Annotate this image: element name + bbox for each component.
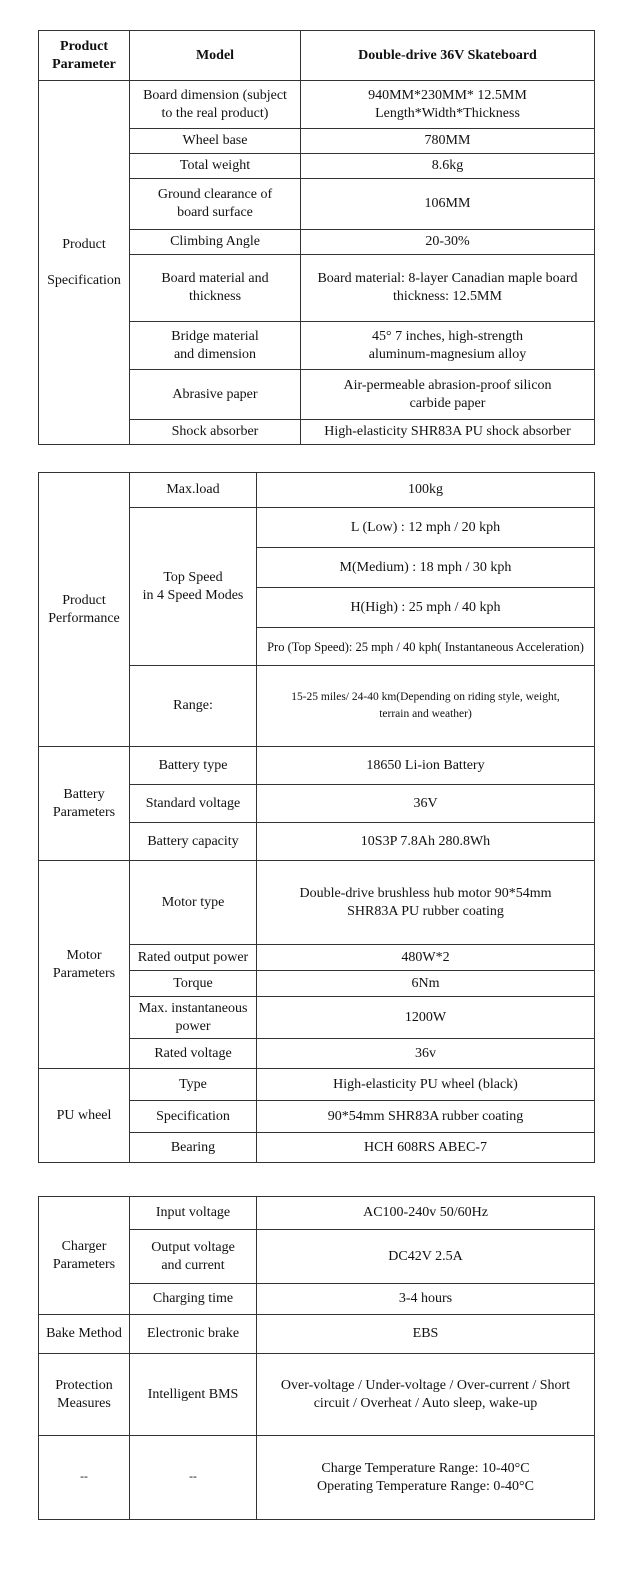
row-value: 940MM*230MM* 12.5MM Length*Width*Thickness bbox=[301, 81, 595, 129]
group-brake-method: Bake Method bbox=[39, 1315, 130, 1354]
speed-mode-low: L (Low) : 12 mph / 20 kph bbox=[257, 508, 595, 548]
row-label: Electronic brake bbox=[130, 1315, 257, 1354]
row-value: 36V bbox=[257, 785, 595, 823]
row-value: Charge Temperature Range: 10-40°C Operating Temperature Range: 0-40°C bbox=[257, 1436, 595, 1520]
row-label: Total weight bbox=[130, 154, 301, 179]
header-model-name: Double-drive 36V Skateboard bbox=[301, 31, 595, 81]
row-value: 10S3P 7.8Ah 280.8Wh bbox=[257, 823, 595, 861]
charger-protection-table bbox=[38, 1196, 595, 1520]
row-value: 18650 Li-ion Battery bbox=[257, 747, 595, 785]
row-value: 36v bbox=[257, 1039, 595, 1069]
group-charger-parameters: Charger Parameters bbox=[39, 1197, 130, 1315]
row-value: 90*54mm SHR83A rubber coating bbox=[257, 1101, 595, 1133]
row-label: Standard voltage bbox=[130, 785, 257, 823]
row-label: Torque bbox=[130, 971, 257, 997]
row-label: Abrasive paper bbox=[130, 370, 301, 420]
row-value: Over-voltage / Under-voltage / Over-current / Short circuit / Overheat / Auto sleep, wake-up bbox=[257, 1354, 595, 1436]
row-label: Board material and thickness bbox=[130, 255, 301, 322]
row-value: 780MM bbox=[301, 129, 595, 154]
row-label: Board dimension (subject to the real product) bbox=[130, 81, 301, 129]
table-row bbox=[39, 1354, 595, 1436]
group-product-performance: Product Performance bbox=[39, 473, 130, 747]
table-row bbox=[39, 1315, 595, 1354]
table-row bbox=[39, 1069, 595, 1101]
group-motor-parameters: Motor Parameters bbox=[39, 861, 130, 1069]
row-label: Wheel base bbox=[130, 129, 301, 154]
row-label: Output voltage and current bbox=[130, 1230, 257, 1284]
row-label: Charging time bbox=[130, 1284, 257, 1315]
row-value: Double-drive brushless hub motor 90*54mm SHR83A PU rubber coating bbox=[257, 861, 595, 945]
row-value: Air-permeable abrasion-proof silicon carbide paper bbox=[301, 370, 595, 420]
row-label: Intelligent BMS bbox=[130, 1354, 257, 1436]
row-label: Rated output power bbox=[130, 945, 257, 971]
row-value: 45° 7 inches, high-strength aluminum-magnesium alloy bbox=[301, 322, 595, 370]
performance-battery-motor-table bbox=[38, 472, 595, 1163]
row-value: EBS bbox=[257, 1315, 595, 1354]
row-value: High-elasticity PU wheel (black) bbox=[257, 1069, 595, 1101]
header-product-parameter: Product Parameter bbox=[39, 31, 130, 81]
row-label: Input voltage bbox=[130, 1197, 257, 1230]
row-value: AC100-240v 50/60Hz bbox=[257, 1197, 595, 1230]
table-row bbox=[39, 861, 595, 945]
row-label: Type bbox=[130, 1069, 257, 1101]
row-value: Board material: 8-layer Canadian maple board thickness: 12.5MM bbox=[301, 255, 595, 322]
table-row bbox=[39, 1197, 595, 1230]
row-value-max-load: 100kg bbox=[257, 473, 595, 508]
header-model: Model bbox=[130, 31, 301, 81]
table-header-row bbox=[39, 31, 595, 81]
row-label-top-speed: Top Speed in 4 Speed Modes bbox=[130, 508, 257, 666]
group-temperature: -- bbox=[39, 1436, 130, 1520]
row-value: 3-4 hours bbox=[257, 1284, 595, 1315]
speed-mode-high: H(High) : 25 mph / 40 kph bbox=[257, 588, 595, 628]
row-label-max-load: Max.load bbox=[130, 473, 257, 508]
row-label: Rated voltage bbox=[130, 1039, 257, 1069]
row-value: 1200W bbox=[257, 997, 595, 1039]
table-row bbox=[39, 747, 595, 785]
group-pu-wheel: PU wheel bbox=[39, 1069, 130, 1163]
row-label-range: Range: bbox=[130, 666, 257, 747]
row-label: -- bbox=[130, 1436, 257, 1520]
table-row bbox=[39, 81, 595, 129]
row-value-range: 15-25 miles/ 24-40 km(Depending on riding style, weight, terrain and weather) bbox=[257, 666, 595, 747]
row-value: 20-30% bbox=[301, 230, 595, 255]
table-row bbox=[39, 473, 595, 508]
row-label: Specification bbox=[130, 1101, 257, 1133]
table-row bbox=[39, 1436, 595, 1520]
row-label: Ground clearance of board surface bbox=[130, 179, 301, 230]
row-value: 480W*2 bbox=[257, 945, 595, 971]
row-label: Max. instantaneous power bbox=[130, 997, 257, 1039]
row-value: High-elasticity SHR83A PU shock absorber bbox=[301, 420, 595, 445]
row-label: Climbing Angle bbox=[130, 230, 301, 255]
row-label: Bearing bbox=[130, 1133, 257, 1163]
group-protection-measures: Protection Measures bbox=[39, 1354, 130, 1436]
row-value: DC42V 2.5A bbox=[257, 1230, 595, 1284]
speed-mode-medium: M(Medium) : 18 mph / 30 kph bbox=[257, 548, 595, 588]
row-label: Battery capacity bbox=[130, 823, 257, 861]
row-label: Motor type bbox=[130, 861, 257, 945]
row-value: 8.6kg bbox=[301, 154, 595, 179]
row-label: Shock absorber bbox=[130, 420, 301, 445]
speed-mode-pro: Pro (Top Speed): 25 mph / 40 kph( Instantaneous Acceleration) bbox=[257, 628, 595, 666]
group-product-specification: Product Specification bbox=[39, 81, 130, 445]
row-value: 106MM bbox=[301, 179, 595, 230]
row-value: HCH 608RS ABEC-7 bbox=[257, 1133, 595, 1163]
row-value: 6Nm bbox=[257, 971, 595, 997]
group-battery-parameters: Battery Parameters bbox=[39, 747, 130, 861]
row-label: Battery type bbox=[130, 747, 257, 785]
product-specification-table bbox=[38, 30, 595, 445]
row-label: Bridge material and dimension bbox=[130, 322, 301, 370]
